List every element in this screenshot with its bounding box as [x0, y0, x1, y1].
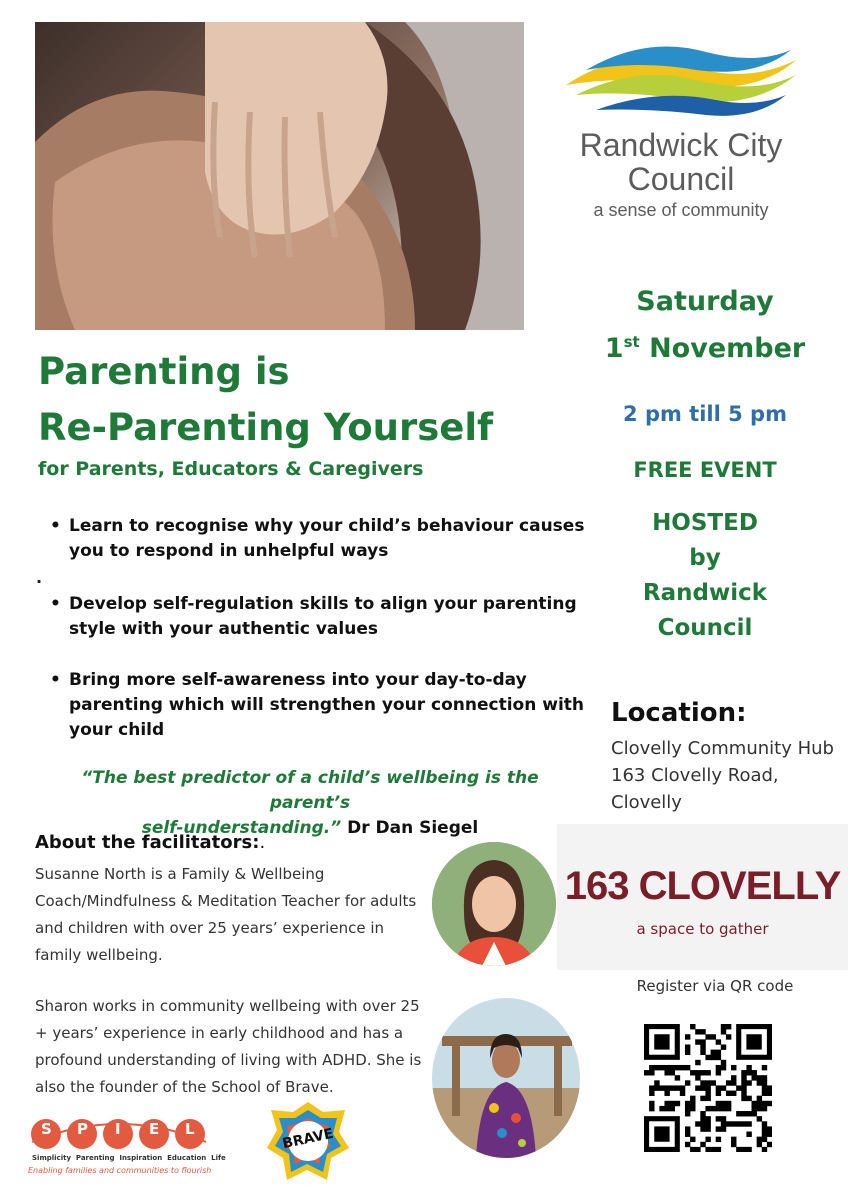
- venue-name: 163 CLOVELLY: [564, 864, 841, 908]
- page-subtitle: for Parents, Educators & Caregivers: [38, 458, 424, 480]
- brave-logo: [265, 1098, 351, 1184]
- venue-tagline: a space to gather: [636, 920, 769, 938]
- portrait-icon: [432, 842, 556, 966]
- list-item: • Bring more self-awareness into your day-to-day parenting which will strengthen your connection with your child: [50, 670, 584, 740]
- bullet-list: [50, 514, 590, 564]
- spiel-logo: S P I E L Simplicity Parenting Inspiration Education Life Enabling families and communities to flourish: [24, 1112, 214, 1182]
- bio-sharon: Sharon works in community wellbeing with over 25 + years’ experience in early childhood and has a profound understanding of living with ADHD. She is also the founder of the School of Brave.: [35, 997, 422, 1096]
- event-price: FREE EVENT: [633, 458, 777, 482]
- event-date: [590, 282, 820, 369]
- event-date-line: 1st November: [604, 333, 806, 364]
- qr-code-icon[interactable]: [644, 1024, 772, 1152]
- hosted-by: HOSTED by Randwick Council: [642, 510, 768, 641]
- spiel-tagline: Enabling families and communities to flourish: [28, 1166, 212, 1175]
- qr-code-graphic: [644, 1024, 772, 1152]
- event-time: 2 pm till 5 pm: [623, 402, 787, 426]
- event-day: Saturday: [636, 286, 774, 317]
- venue-logo: [557, 824, 848, 970]
- about-heading: About the facilitators:.: [35, 832, 266, 853]
- hands-illustration: [35, 22, 524, 330]
- bullet-list: [50, 668, 590, 743]
- spiel-words: Simplicity Parenting Inspiration Education Life: [32, 1154, 226, 1162]
- page-title-line1: Parenting is: [38, 350, 290, 393]
- council-name: Randwick City Council: [579, 127, 783, 197]
- list-item: • Learn to recognise why your child’s behaviour causes you to respond in unhelpful ways: [50, 516, 585, 561]
- avatar-sharon: [432, 998, 580, 1158]
- council-tagline: a sense of community: [593, 200, 769, 220]
- list-item: • Develop self-regulation skills to align your parenting style with your authentic values: [50, 594, 577, 639]
- page-title-line2: Re-Parenting Yourself: [38, 406, 494, 449]
- location-address: Clovelly Community Hub 163 Clovelly Road, Clovelly: [611, 738, 834, 813]
- randwick-council-logo: [556, 40, 806, 230]
- bullet-list: [50, 592, 590, 642]
- register-label: Register via QR code: [636, 977, 794, 995]
- portrait-icon: [432, 998, 580, 1158]
- avatar-susanne: [432, 842, 556, 966]
- stray-dot: .: [36, 568, 43, 587]
- wave-logo-icon: [556, 40, 806, 120]
- brave-word: BRAVE: [281, 1125, 335, 1153]
- location-heading: Location:: [611, 698, 747, 728]
- bio-susanne: Susanne North is a Family & Wellbeing Coach/Mindfulness & Meditation Teacher for adults and children with over 25 years’ experience in family wellbeing.: [35, 865, 417, 964]
- hero-photo: [35, 22, 524, 330]
- quote: “The best predictor of a child’s wellbeing is the parent’s self-understanding.” Dr Dan Siegel: [81, 768, 539, 838]
- quote-author: Dr Dan Siegel: [341, 818, 479, 838]
